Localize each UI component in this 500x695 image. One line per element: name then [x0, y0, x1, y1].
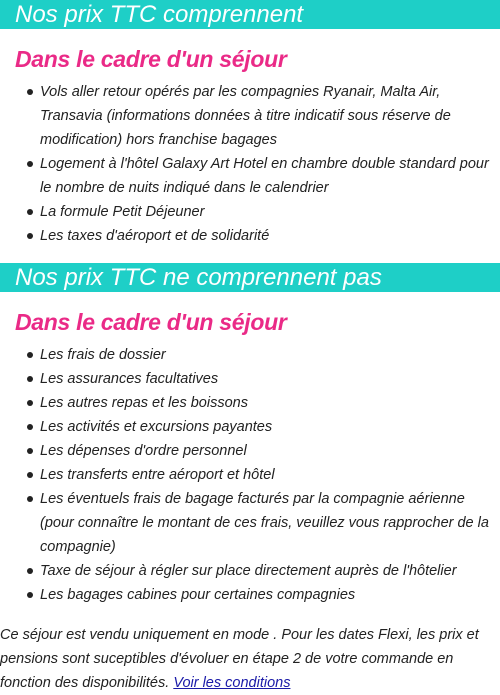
list-item: La formule Petit Déjeuner — [40, 200, 500, 224]
list-item: Les assurances facultatives — [40, 367, 500, 391]
list-item: Vols aller retour opérés par les compagnies Ryanair, Malta Air, Transavia (informations données à titre indicatif sous réserve de modification) hors franchise bagages — [40, 80, 500, 152]
footnote-text: Ce séjour est vendu uniquement en mode . Pour les dates Flexi, les prix et pensions sont suceptibles d'évoluer en étape 2 de votre commande en fonction des disponibilités. — [0, 627, 479, 691]
list-item: Les activités et excursions payantes — [40, 415, 500, 439]
excluded-section — [0, 263, 500, 607]
included-subheading: Dans le cadre d'un séjour — [15, 46, 287, 72]
list-item: Les autres repas et les boissons — [40, 391, 500, 415]
excluded-list — [0, 343, 500, 607]
included-list — [0, 80, 500, 248]
list-item: Les dépenses d'ordre personnel — [40, 439, 500, 463]
list-item: Les bagages cabines pour certaines compagnies — [40, 583, 500, 607]
list-item: Les éventuels frais de bagage facturés par la compagnie aérienne (pour connaître le montant de ces frais, veuillez vous rapprocher de la compagnie) — [40, 487, 500, 559]
list-item: Logement à l'hôtel Galaxy Art Hotel en chambre double standard pour le nombre de nuits indiqué dans le calendrier — [40, 152, 500, 200]
list-item: Taxe de séjour à régler sur place directement auprès de l'hôtelier — [40, 559, 500, 583]
list-item: Les transferts entre aéroport et hôtel — [40, 463, 500, 487]
excluded-subheading: Dans le cadre d'un séjour — [15, 309, 287, 335]
list-item: Les taxes d'aéroport et de solidarité — [40, 224, 500, 248]
conditions-footnote — [0, 623, 500, 695]
included-section — [0, 0, 500, 248]
list-item: Les frais de dossier — [40, 343, 500, 367]
conditions-link[interactable]: Voir les conditions — [173, 675, 291, 691]
included-band-title: Nos prix TTC comprennent — [0, 0, 500, 29]
excluded-band-title: Nos prix TTC ne comprennent pas — [0, 263, 500, 292]
